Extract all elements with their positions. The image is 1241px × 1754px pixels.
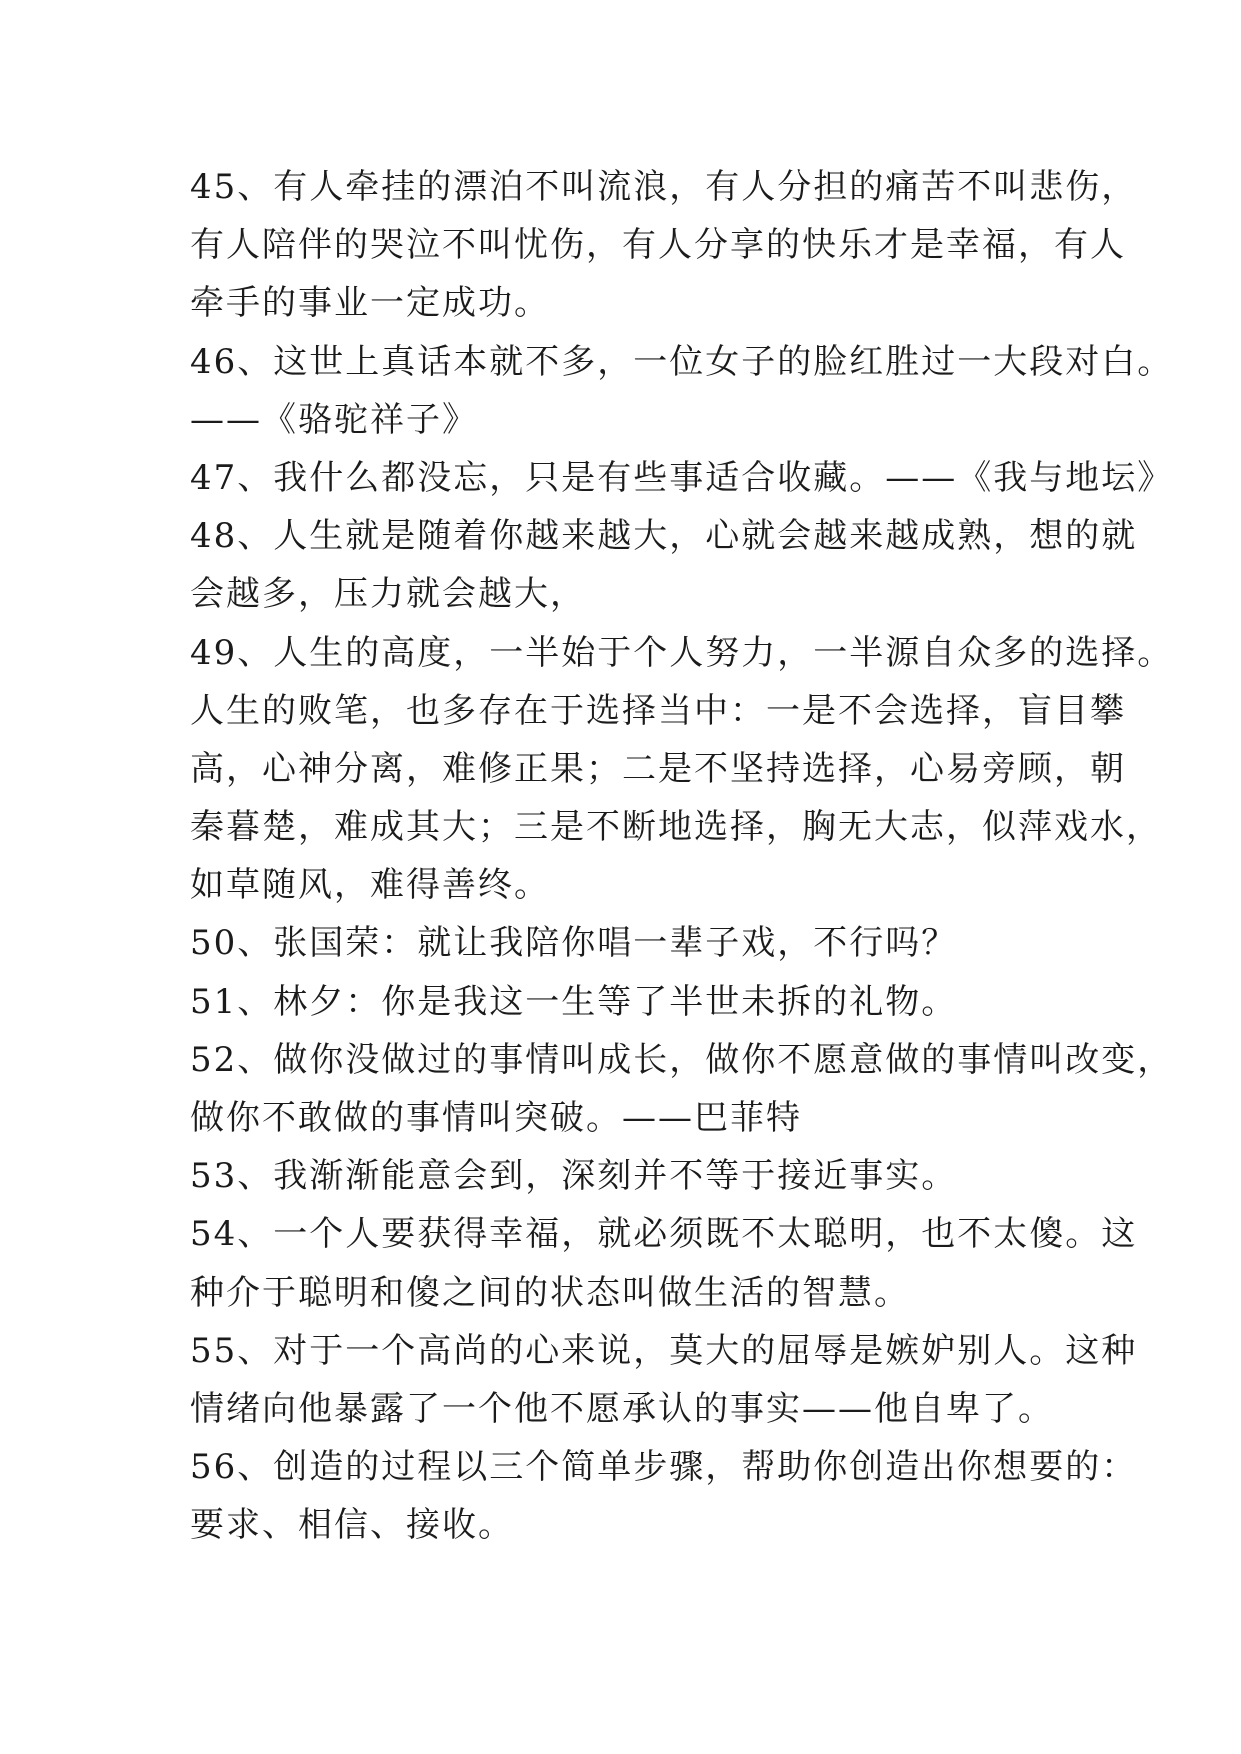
- text-line: 情绪向他暴露了一个他不愿承认的事实——他自卑了。: [190, 1388, 1054, 1429]
- text-line: ——《骆驼祥子》: [190, 399, 478, 440]
- text-line: 56、创造的过程以三个简单步骤，帮助你创造出你想要的：: [190, 1447, 1138, 1488]
- text-line: 牵手的事业一定成功。: [190, 283, 550, 324]
- text-line: 48、人生就是随着你越来越大，心就会越来越成熟，想的就: [190, 516, 1138, 557]
- text-line: 人生的败笔，也多存在于选择当中：一是不会选择，盲目攀: [190, 690, 1126, 731]
- text-line: 49、人生的高度，一半始于个人努力，一半源自众多的选择。: [190, 632, 1174, 673]
- text-line: 53、我渐渐能意会到，深刻并不等于接近事实。: [190, 1156, 958, 1197]
- text-line: 45、有人牵挂的漂泊不叫流浪，有人分担的痛苦不叫悲伤，: [190, 167, 1138, 207]
- text-line: 高，心神分离，难修正果；二是不坚持选择，心易旁顾，朝: [190, 748, 1126, 789]
- text-line: 如草随风，难得善终。: [190, 865, 550, 906]
- text-line: 种介于聪明和傻之间的状态叫做生活的智慧。: [190, 1272, 910, 1313]
- text-line: 要求、相信、接收。: [190, 1505, 514, 1546]
- text-line: 51、林夕：你是我这一生等了半世未拆的礼物。: [190, 981, 958, 1022]
- text-line: 55、对于一个高尚的心来说，莫大的屈辱是嫉妒别人。这种: [190, 1330, 1138, 1371]
- text-line: 54、一个人要获得幸福，就必须既不太聪明，也不太傻。这: [190, 1214, 1138, 1255]
- text-line: 52、做你没做过的事情叫成长，做你不愿意做的事情叫改变，: [190, 1039, 1174, 1080]
- text-line: 有人陪伴的哭泣不叫忧伤，有人分享的快乐才是幸福，有人: [190, 225, 1126, 266]
- text-line: 46、这世上真话本就不多，一位女子的脸红胜过一大段对白。: [190, 341, 1174, 382]
- quote-list: [190, 158, 1174, 1555]
- text-line: 做你不敢做的事情叫突破。——巴菲特: [190, 1098, 802, 1138]
- text-line: 50、张国荣：就让我陪你唱一辈子戏，不行吗？: [190, 923, 958, 964]
- text-line: 会越多，压力就会越大，: [190, 574, 586, 615]
- text-line: 47、我什么都没忘，只是有些事适合收藏。——《我与地坛》: [190, 457, 1174, 498]
- text-line: 秦暮楚，难成其大；三是不断地选择，胸无大志，似萍戏水，: [190, 807, 1162, 848]
